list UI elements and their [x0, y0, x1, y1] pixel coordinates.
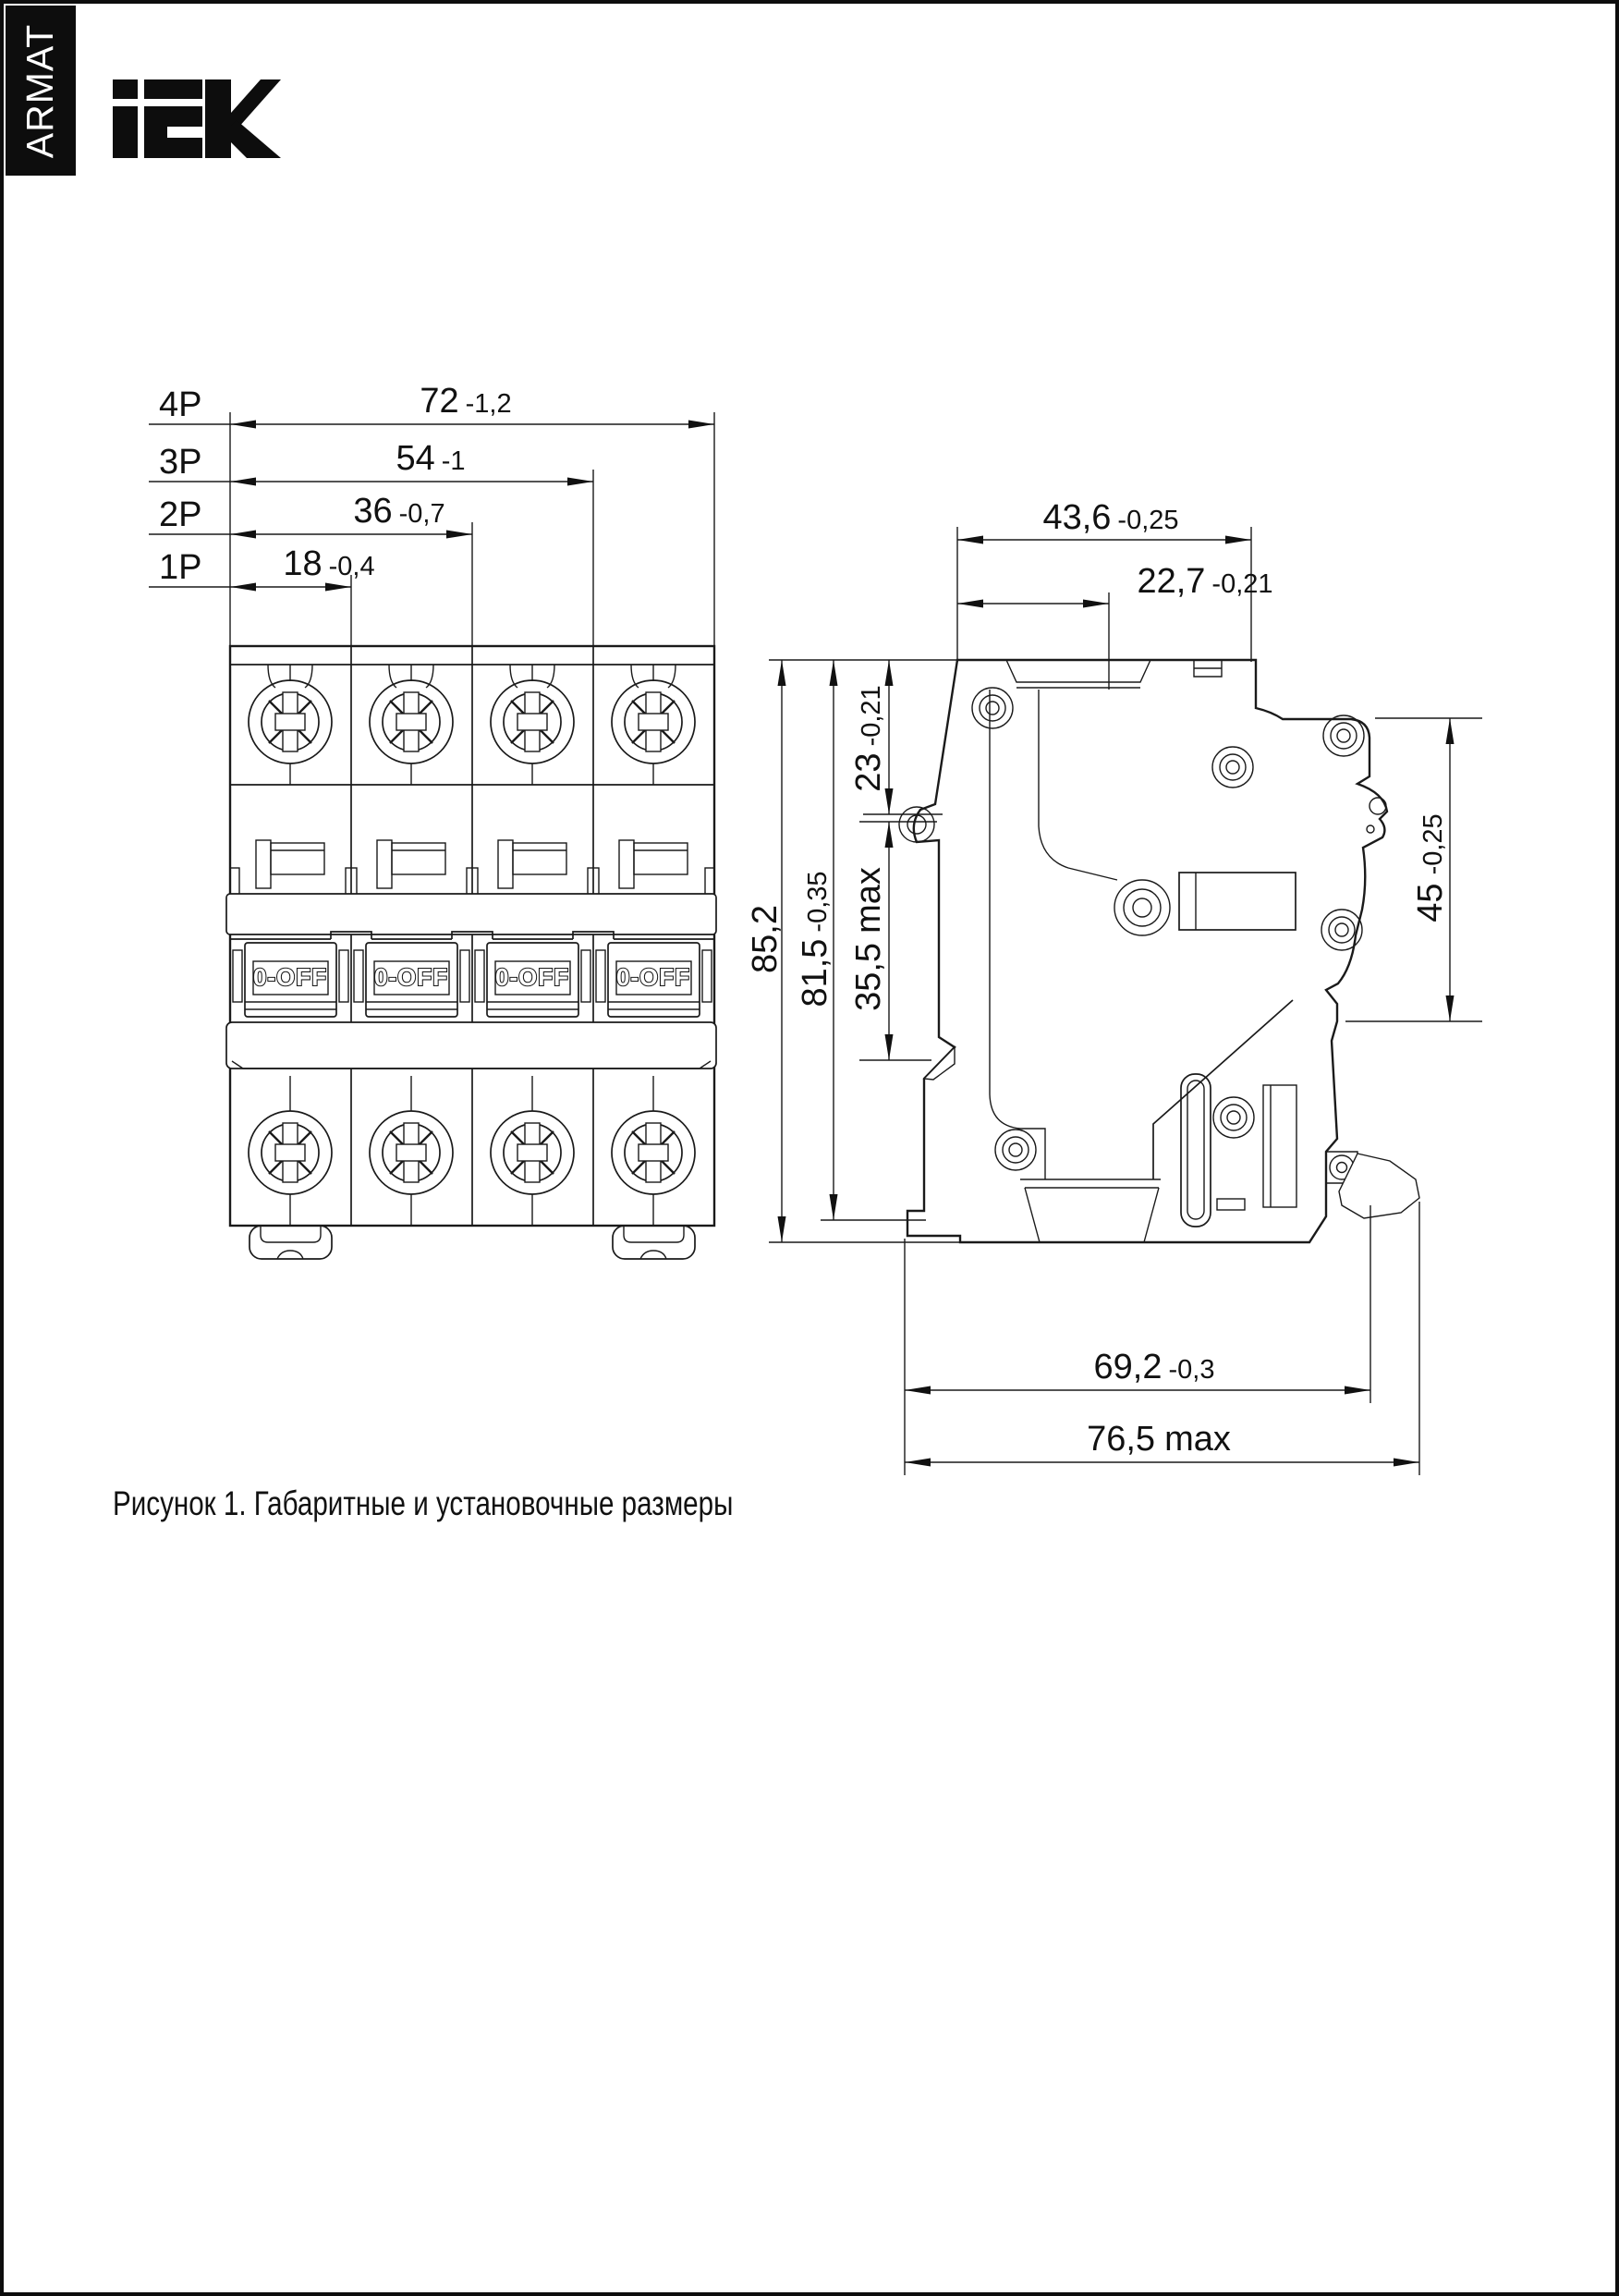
front-lower-interlock-bar — [226, 1022, 716, 1069]
pole-label-1p: 1P — [159, 548, 202, 587]
side-din-clip — [899, 807, 955, 1080]
front-din-foot-right — [613, 1226, 695, 1259]
pole-label-3p: 3P — [159, 443, 202, 482]
dim-76-5-text: 76,5 max — [1087, 1420, 1231, 1459]
toggle-label-2: 0-OFF — [373, 963, 449, 991]
front-dimension-texts — [283, 382, 511, 583]
dim-18-text: 18 -0,4 — [283, 544, 375, 583]
pole-label-4p: 4P — [159, 385, 202, 424]
toggle-label-1: 0-OFF — [252, 963, 328, 991]
dim-85-2-text: 85,2 — [746, 905, 785, 973]
dim-35-5-text: 35,5max — [849, 867, 888, 1011]
dim-45-text: 45-0,25 — [1411, 813, 1450, 922]
side-latch-hook — [1326, 1152, 1419, 1218]
pole-label-2p: 2P — [159, 495, 202, 534]
technical-drawing — [4, 4, 1619, 2296]
front-view — [149, 382, 716, 1259]
dim-54-text: 54 -1 — [396, 439, 466, 478]
side-body-outline — [907, 660, 1387, 1242]
armat-series-label: ARMAT — [18, 23, 62, 158]
iek-logo — [113, 79, 281, 158]
dim-69-2-text: 69,2 -0,3 — [1093, 1348, 1215, 1386]
dim-72-text: 72 -1,2 — [420, 382, 512, 421]
figure-caption: Рисунок 1. Габаритные и установочные размеры — [113, 1484, 734, 1522]
toggle-label-4: 0-OFF — [615, 963, 691, 991]
side-view — [746, 498, 1482, 1475]
toggle-label-3: 0-OFF — [494, 963, 570, 991]
dim-81-5-text: 81,5-0,35 — [796, 871, 834, 1008]
dim-36-text: 36 -0,7 — [353, 492, 445, 531]
front-dimension-lines — [230, 412, 714, 646]
dim-23-text: 23-0,21 — [849, 685, 888, 792]
front-upper-interlock-bar — [226, 894, 716, 934]
front-breaker-body — [226, 646, 716, 1259]
dim-22-7-text: 22,7 -0,21 — [1137, 562, 1273, 601]
front-din-foot-left — [250, 1226, 332, 1259]
side-internal-details — [972, 660, 1386, 1242]
front-pole-labels — [149, 385, 230, 587]
dim-43-6-text: 43,6 -0,25 — [1042, 498, 1179, 537]
side-left-dimensions — [746, 660, 960, 1242]
